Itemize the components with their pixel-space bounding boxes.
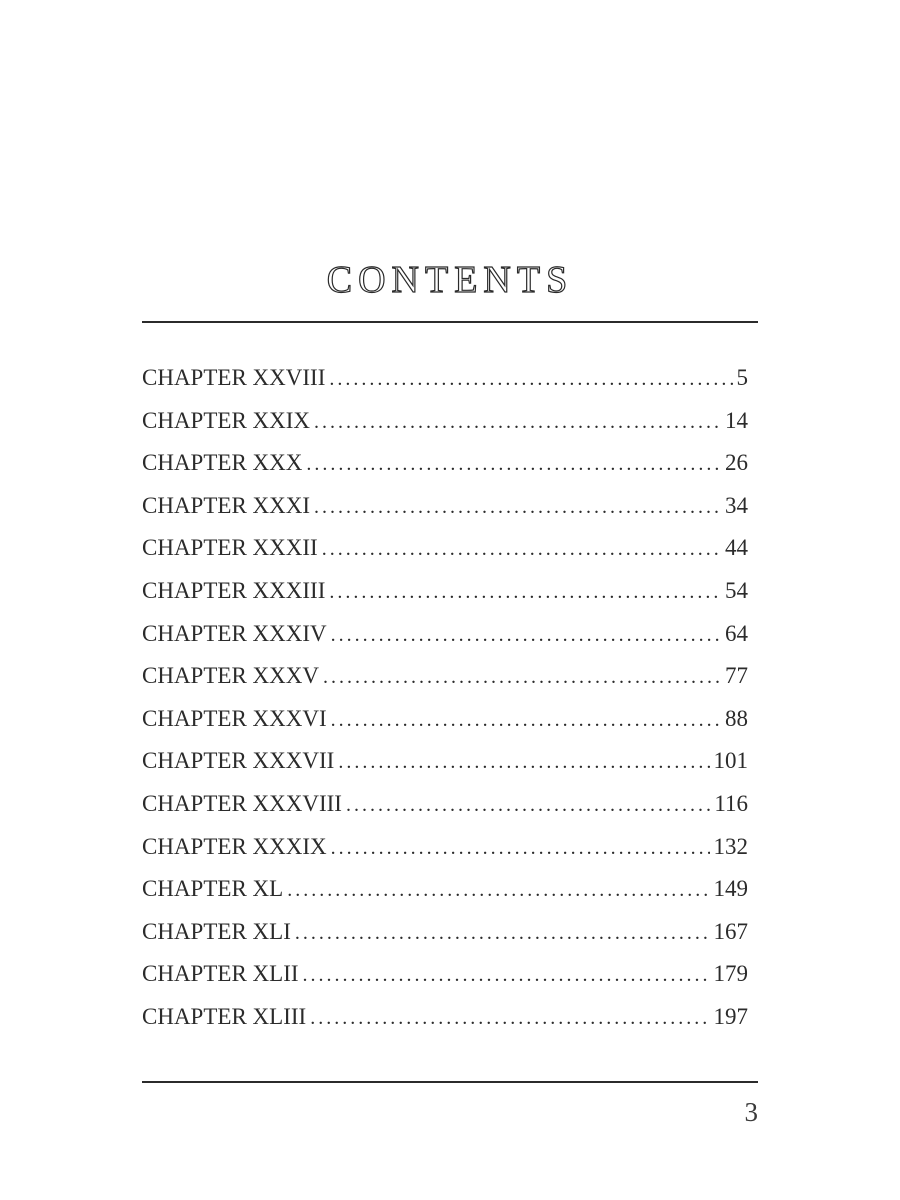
chapter-page-number: 88 bbox=[725, 705, 748, 731]
dot-leader bbox=[306, 443, 721, 485]
chapter-page-number: 44 bbox=[725, 535, 748, 561]
dot-leader bbox=[331, 699, 721, 741]
chapter-page-number: 64 bbox=[725, 620, 748, 646]
chapter-page-number: 116 bbox=[714, 790, 748, 816]
chapter-title: CHAPTER XXXV bbox=[142, 663, 319, 689]
toc-entry[interactable] bbox=[142, 400, 748, 443]
dot-leader bbox=[310, 997, 709, 1039]
chapter-title: CHAPTER XL bbox=[142, 876, 284, 902]
chapter-title: CHAPTER XXXII bbox=[142, 535, 318, 561]
dot-leader bbox=[338, 741, 709, 783]
bottom-divider bbox=[142, 1081, 758, 1083]
toc-entry[interactable] bbox=[142, 527, 748, 570]
table-of-contents bbox=[142, 357, 748, 1039]
dot-leader bbox=[287, 869, 709, 911]
dot-leader bbox=[295, 912, 710, 954]
toc-entry[interactable] bbox=[142, 953, 748, 996]
chapter-title: CHAPTER XXXVI bbox=[142, 705, 327, 731]
toc-entry[interactable] bbox=[142, 570, 748, 613]
chapter-page-number: 54 bbox=[725, 577, 748, 603]
chapter-page-number: 26 bbox=[725, 450, 748, 476]
dot-leader bbox=[314, 486, 721, 528]
toc-entry[interactable] bbox=[142, 698, 748, 741]
toc-entry[interactable] bbox=[142, 868, 748, 911]
toc-entry[interactable] bbox=[142, 485, 748, 528]
dot-leader bbox=[314, 401, 721, 443]
chapter-title: CHAPTER XXXI bbox=[142, 492, 311, 518]
page-number: 3 bbox=[744, 1097, 758, 1127]
dot-leader bbox=[323, 656, 721, 698]
toc-entry[interactable] bbox=[142, 996, 748, 1039]
chapter-page-number: 101 bbox=[713, 748, 748, 774]
toc-entry[interactable] bbox=[142, 442, 748, 485]
dot-leader bbox=[331, 827, 710, 869]
chapter-title: CHAPTER XLIII bbox=[142, 1003, 307, 1029]
toc-entry[interactable] bbox=[142, 655, 748, 698]
chapter-page-number: 5 bbox=[736, 365, 748, 390]
toc-entry[interactable] bbox=[142, 911, 748, 954]
dot-leader bbox=[346, 784, 710, 826]
chapter-title: CHAPTER XXXVII bbox=[142, 748, 335, 774]
chapter-page-number: 179 bbox=[713, 961, 748, 987]
toc-entry[interactable] bbox=[142, 357, 748, 400]
dot-leader bbox=[331, 614, 721, 656]
dot-leader bbox=[329, 571, 721, 613]
chapter-title: CHAPTER XLI bbox=[142, 918, 291, 944]
chapter-page-number: 34 bbox=[725, 492, 748, 518]
chapter-page-number: 167 bbox=[713, 918, 748, 944]
chapter-title: CHAPTER XXVIII bbox=[142, 365, 326, 390]
toc-entry[interactable] bbox=[142, 783, 748, 826]
toc-entry[interactable] bbox=[142, 613, 748, 656]
chapter-page-number: 14 bbox=[725, 407, 748, 433]
chapter-title: CHAPTER XXX bbox=[142, 450, 303, 476]
chapter-title: CHAPTER XLII bbox=[142, 961, 299, 987]
contents-heading: CONTENTS bbox=[326, 259, 574, 301]
chapter-title: CHAPTER XXXVIII bbox=[142, 790, 342, 816]
dot-leader bbox=[329, 358, 732, 400]
toc-entry[interactable] bbox=[142, 826, 748, 869]
chapter-page-number: 77 bbox=[725, 663, 748, 689]
chapter-page-number: 132 bbox=[713, 833, 748, 859]
chapter-page-number: 197 bbox=[713, 1003, 748, 1029]
chapter-title: CHAPTER XXXIII bbox=[142, 577, 326, 603]
chapter-page-number: 149 bbox=[713, 876, 748, 902]
chapter-title: CHAPTER XXXIV bbox=[142, 620, 327, 646]
dot-leader bbox=[322, 528, 721, 570]
toc-entry[interactable] bbox=[142, 740, 748, 783]
top-divider bbox=[142, 321, 758, 323]
chapter-title: CHAPTER XXIX bbox=[142, 407, 311, 433]
chapter-title: CHAPTER XXXIX bbox=[142, 833, 327, 859]
dot-leader bbox=[303, 954, 710, 996]
